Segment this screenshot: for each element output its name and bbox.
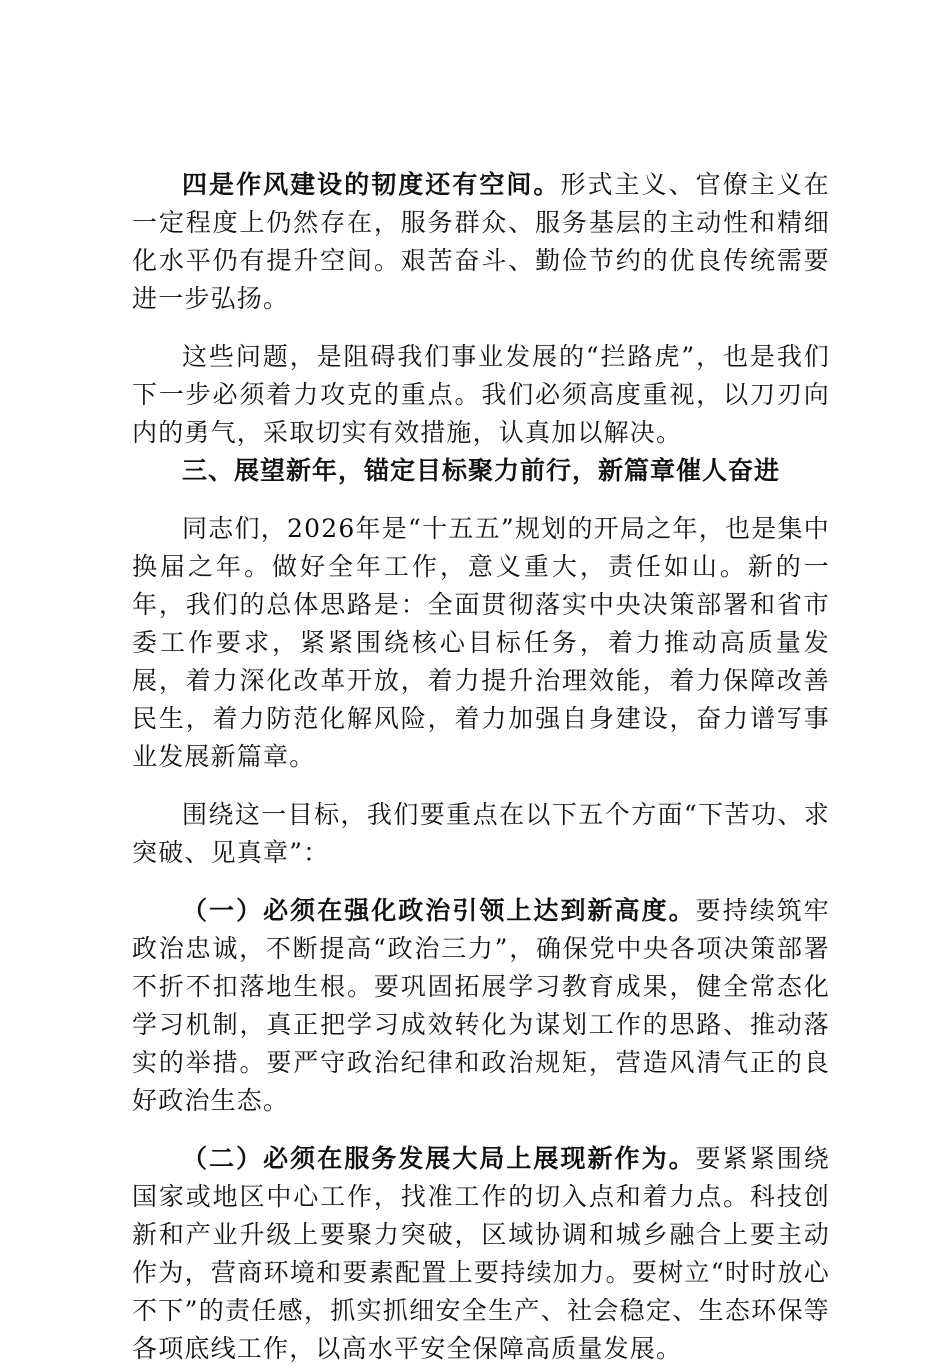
paragraph-five-aspects: 围绕这一目标，我们要重点在以下五个方面“下苦功、求突破、见真章”： xyxy=(132,800,830,867)
paragraph-serve-development xyxy=(132,1140,830,1368)
paragraph-lead: （一）必须在强化政治引领上达到新高度。 xyxy=(182,896,696,925)
paragraph-overall-plan: 同志们，2026年是“十五五”规划的开局之年，也是集中换届之年。做好全年工作，意义重大，责任如山。新的一年，我们的总体思路是：全面贯彻落实中央决策部署和省市委工作要求，紧紧围绕核心目标任务，着力推动高质量发展，着力深化改革开放，着力提升治理效能，着力保障改善民生，着力防范化解风险，着力加强自身建设，奋力谱写事业发展新篇章。 xyxy=(132,514,830,771)
paragraph-work-style xyxy=(132,166,830,318)
paragraph-body: 形式主义、官僚主义在一定程度上仍然存在，服务群众、服务基层的主动性和精细化水平仍有提升空间。艰苦奋斗、勤俭节约的优良传统需要进一步弘扬。 xyxy=(132,170,830,313)
document-page xyxy=(132,166,830,1368)
paragraph-body: 要紧紧围绕国家或地区中心工作，找准工作的切入点和着力点。科技创新和产业升级上要聚力突破，区域协调和城乡融合上要主动作为，营商环境和要素配置上要持续加力。要树立“时时放心不下”的责任感，抓实抓细安全生产、社会稳定、生态环保等各项底线工作，以高水平安全保障高质量发展。 xyxy=(132,1144,830,1363)
paragraph-lead: （二）必须在服务发展大局上展现新作为。 xyxy=(182,1144,696,1173)
paragraph-problems-summary: 这些问题，是阻碍我们事业发展的“拦路虎”，也是我们下一步必须着力攻克的重点。我们必须高度重视，以刀刃向内的勇气，采取切实有效措施，认真加以解决。 xyxy=(132,342,830,447)
paragraph-lead: 四是作风建设的韧度还有空间。 xyxy=(182,170,561,199)
paragraph-political-leadership xyxy=(132,892,830,1120)
paragraph-body: 要持续筑牢政治忠诚，不断提高“政治三力”，确保党中央各项决策部署不折不扣落地生根。要巩固拓展学习教育成果，健全常态化学习机制，真正把学习成效转化为谋划工作的思路、推动落实的举措。要严守政治纪律和政治规矩，营造风清气正的良好政治生态。 xyxy=(132,896,830,1115)
section-heading: 三、展望新年，锚定目标聚力前行，新篇章催人奋进 xyxy=(182,456,781,485)
